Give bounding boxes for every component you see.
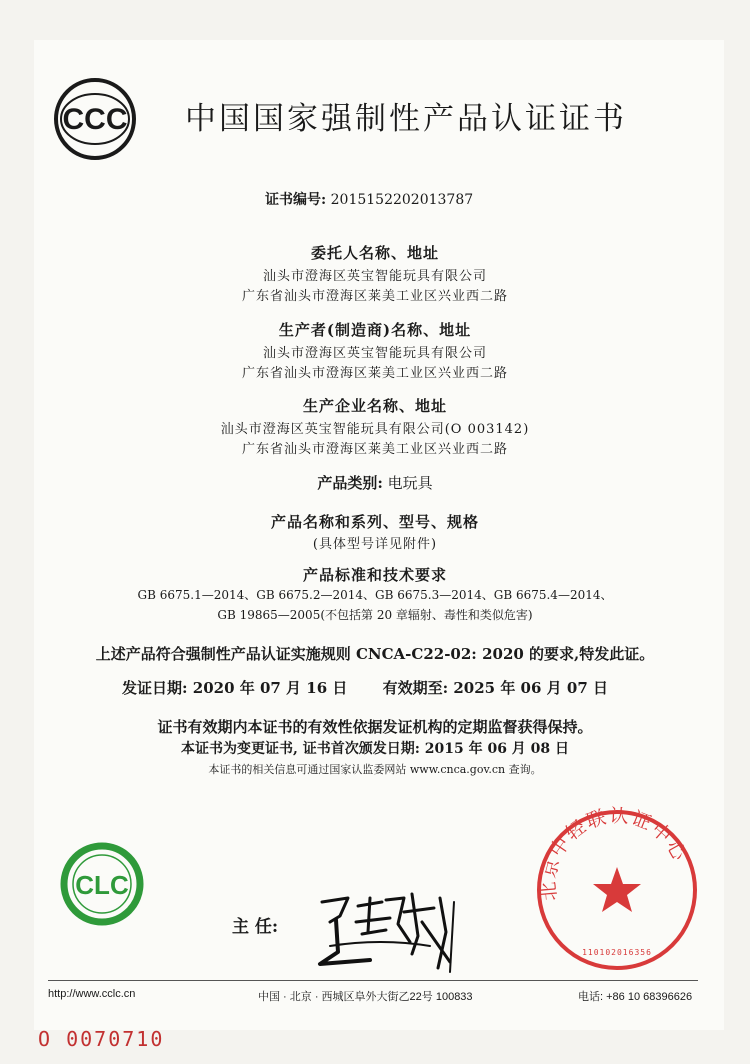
dates-row: [122, 677, 638, 698]
product-category: [0, 472, 750, 493]
conformity-statement: 上述产品符合强制性产品认证实施规则 CNCA-C22-02: 2020 的要求,特发此证。: [95, 645, 655, 663]
product-category-value: 电玩具: [387, 474, 433, 492]
page-title: 中国国家强制性产品认证证书: [185, 101, 627, 137]
product-note: (具体型号详见附件): [312, 537, 438, 552]
factory-name: 汕头市澄海区英宝智能玩具有限公司(O 003142): [220, 422, 530, 437]
footer-address: 中国 · 北京 · 西城区阜外大街乙22号 100833: [258, 991, 473, 1003]
standards-heading: 产品标准和技术要求: [302, 566, 447, 584]
certificate-number-value: 2015152202013787: [330, 192, 474, 208]
standards-line-2: GB 19865—2005(不包括第 20 章辐射、毒性和类似危害): [217, 608, 533, 622]
seal-org-text: 北京中轻联认证中心: [537, 805, 692, 902]
director-signature: [300, 872, 480, 982]
issue-date: 发证日期: 2020 年 07 月 16 日: [122, 679, 348, 697]
factory-address: 广东省汕头市澄海区莱美工业区兴业西二路: [241, 442, 508, 457]
ccc-logo: [50, 74, 140, 164]
director-label: 主 任:: [232, 917, 279, 937]
applicant-address: 广东省汕头市澄海区莱美工业区兴业西二路: [241, 289, 508, 304]
official-seal: [532, 805, 702, 975]
seal-star-icon: [593, 867, 641, 912]
product-category-label: 产品类别:: [317, 474, 383, 492]
footer-phone: 电话: +86 10 68396626: [578, 991, 693, 1003]
seal-code: 110102016356: [582, 948, 652, 957]
validity-note: 证书有效期内本证书的有效性依据发证机构的定期监督获得保持。: [157, 718, 593, 736]
manufacturer-name: 汕头市澄海区英宝智能玩具有限公司: [262, 346, 487, 361]
certificate-number-label: 证书编号:: [265, 192, 327, 208]
certificate-number: [265, 189, 473, 209]
footer-url: http://www.cclc.cn: [48, 988, 136, 1000]
clc-logo-text: CLC: [75, 870, 129, 900]
query-note: 本证书的相关信息可通过国家认监委网站 www.cnca.gov.cn 查询。: [208, 763, 542, 776]
serial-number: O 0070710: [38, 1027, 165, 1051]
applicant-heading: 委托人名称、地址: [310, 244, 439, 262]
change-note: 本证书为变更证书, 证书首次颁发日期: 2015 年 06 月 08 日: [180, 741, 570, 757]
clc-logo: [58, 840, 146, 928]
valid-until-date: 有效期至: 2025 年 06 月 07 日: [382, 679, 608, 697]
manufacturer-address: 广东省汕头市澄海区莱美工业区兴业西二路: [241, 366, 508, 381]
ccc-logo-text: CCC: [62, 103, 128, 136]
footer-divider: [48, 980, 698, 981]
factory-heading: 生产企业名称、地址: [302, 397, 447, 415]
standards-line-1: GB 6675.1—2014、GB 6675.2—2014、GB 6675.3—2014、GB 6675.4—2014、: [137, 588, 613, 602]
manufacturer-heading: 生产者(制造商)名称、地址: [278, 321, 472, 339]
applicant-name: 汕头市澄海区英宝智能玩具有限公司: [262, 269, 487, 284]
product-heading: 产品名称和系列、型号、规格: [270, 513, 479, 531]
